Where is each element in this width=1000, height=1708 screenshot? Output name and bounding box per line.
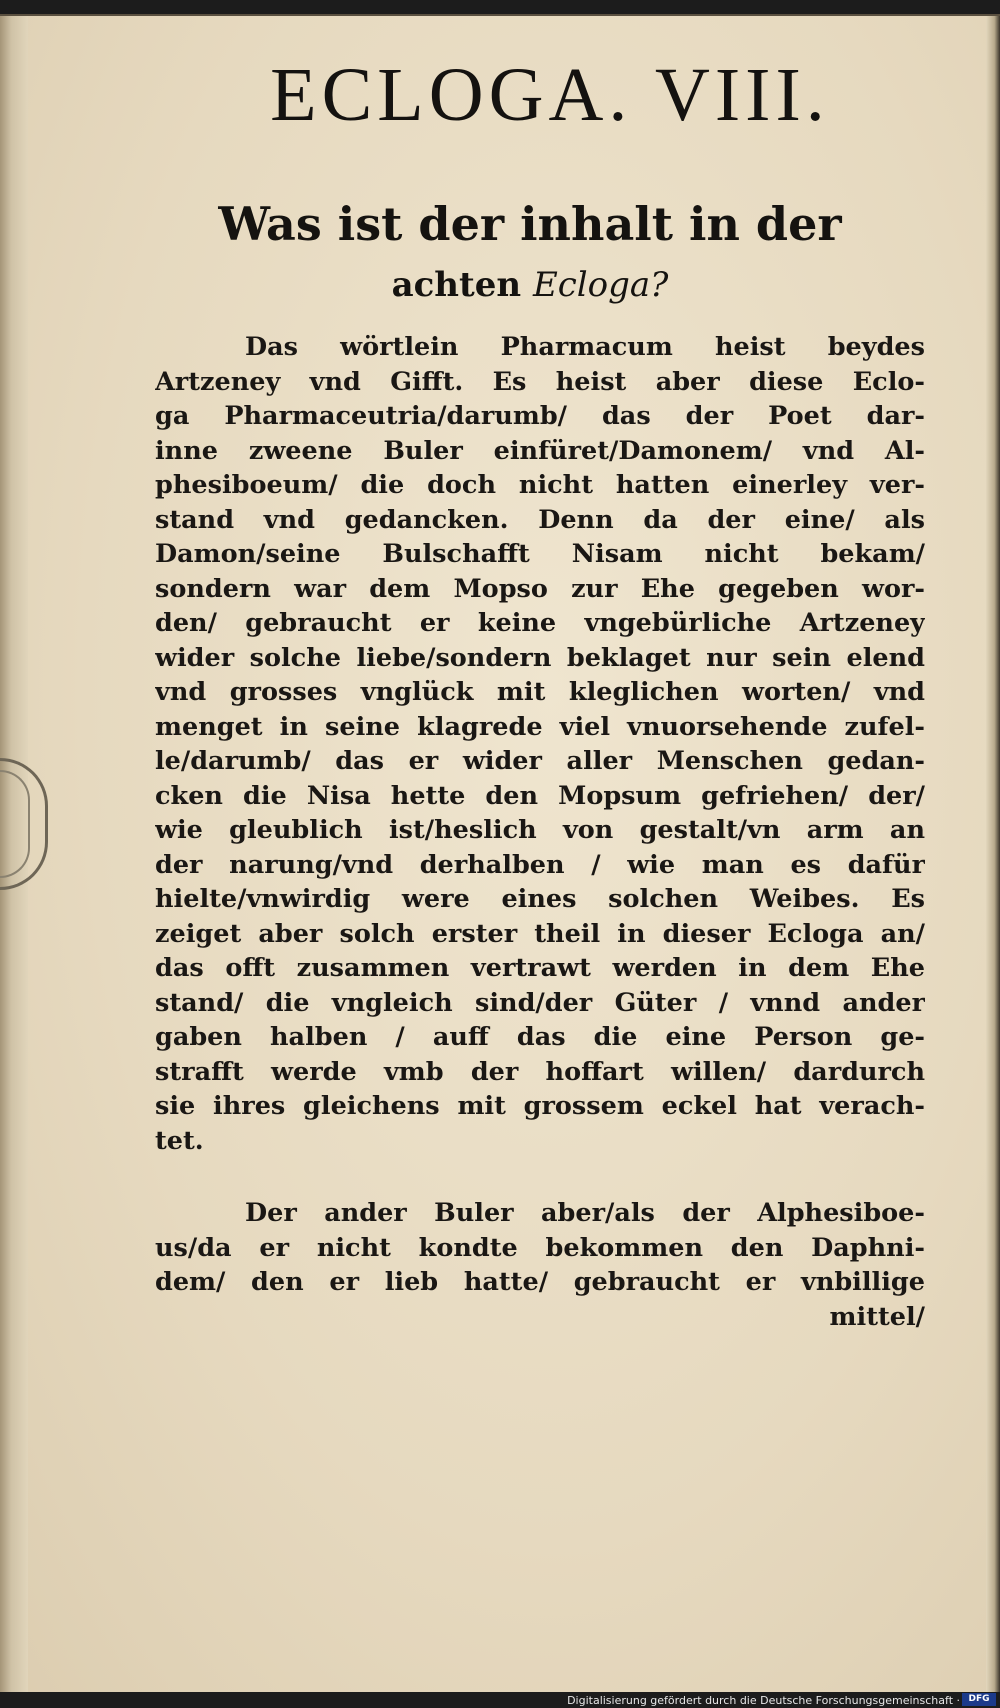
text-line: us/da er nicht kondte bekommen den Daphni- (155, 1232, 925, 1263)
footer-credit: Digitalisierung gefördert durch die Deutsche Forschungsgemeinschaft · (567, 1694, 960, 1707)
text-line: ga Pharmaceutria/darumb/ das der Poet dar- (155, 401, 925, 431)
text-line: Damon/seine Bulschafft Nisam nicht bekam/ (155, 539, 925, 569)
text-line: tet. (155, 1125, 204, 1156)
page-heading: ECLOGA. VIII. (270, 53, 830, 137)
text-line: stand vnd gedancken. Denn da der eine/ als (155, 504, 925, 535)
dfg-logo: DFG (962, 1693, 996, 1706)
text-line: zeiget aber solch erster theil in dieser Ecloga an/ (155, 918, 925, 949)
subtitle-italic: Ecloga? (532, 265, 669, 305)
text-line: le/darumb/ das er wider aller Menschen gedan- (155, 746, 925, 776)
subtitle-line-1: Was ist der inhalt in der (218, 197, 842, 251)
text-line: stand/ die vngleich sind/der Güter / vnnd ander (155, 987, 925, 1018)
paragraph-2 (155, 1196, 925, 1334)
text-line: phesiboeum/ die doch nicht hatten einerley ver- (155, 470, 925, 500)
text-line: den/ gebraucht er keine vngebürliche Artzeney (155, 608, 925, 638)
text-line: strafft werde vmb der hoffart willen/ dardurch (155, 1056, 925, 1087)
text-line: wie gleublich ist/heslich von gestalt/vn arm an (155, 815, 925, 845)
subtitle-prefix: achten (391, 265, 522, 305)
text-line: cken die Nisa hette den Mopsum gefriehen/ der/ (155, 780, 925, 811)
text-line: sie ihres gleichens mit grossem eckel hat verach- (155, 1091, 925, 1121)
text-line: sondern war dem Mopso zur Ehe gegeben wor- (155, 573, 925, 604)
paragraph-1 (155, 330, 925, 1158)
text-line: das offt zusammen vertrawt werden in dem Ehe (155, 953, 925, 983)
text-line: Das wörtlein Pharmacum heist beydes (245, 332, 925, 362)
text-line: dem/ den er lieb hatte/ gebraucht er vnbillige (155, 1267, 925, 1297)
subtitle-line-2 (210, 260, 850, 310)
text-line: Der ander Buler aber/als der Alphesiboe- (245, 1198, 925, 1228)
text-line: menget in seine klagrede viel vnuorsehende zufel- (155, 711, 925, 742)
text-line: inne zweene Buler einfüret/Damonem/ vnd Al- (155, 435, 925, 466)
text-line: Artzeney vnd Gifft. Es heist aber diese Eclo- (155, 366, 925, 397)
page-clip-inner (0, 770, 30, 878)
text-line: gaben halben / auff das die eine Person ge- (155, 1022, 925, 1052)
text-line: vnd grosses vnglück mit kleglichen worten/ vnd (155, 677, 925, 707)
text-line: wider solche liebe/sondern beklaget nur sein elend (155, 642, 925, 673)
text-line: hielte/vnwirdig were eines solchen Weibes. Es (155, 884, 925, 914)
text-line: mittel/ (829, 1301, 925, 1332)
page-edge (986, 16, 1000, 1696)
text-line: der narung/vnd derhalben / wie man es dafür (155, 849, 925, 880)
